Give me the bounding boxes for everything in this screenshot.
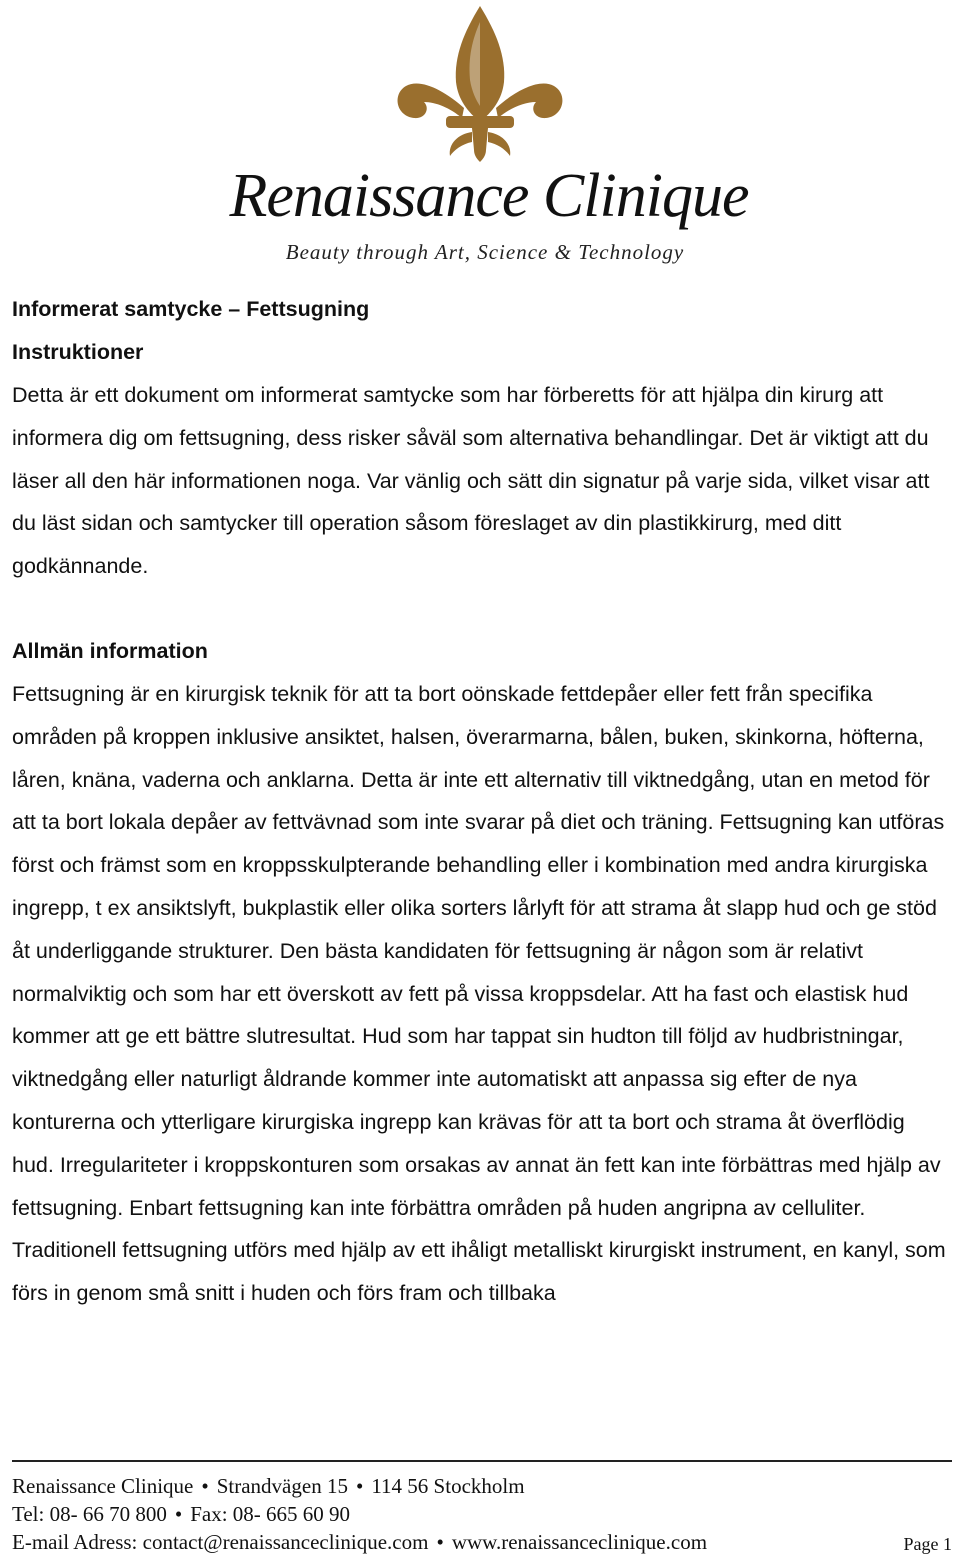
instructions-heading: Instruktioner (12, 340, 144, 364)
footer-contact-row (12, 1528, 952, 1556)
instructions-paragraph: Detta är ett dokument om informerat samtycke som har förberetts för att hjälpa din kirurg att informera dig om fettsugning, dess risker såväl som alternativa behandlingar. Det är viktigt att du läser all den här informationen noga. Var vänlig och sätt din signatur på varje sida, vilket visar att du läst sidan och samtycker till operation såsom föreslaget av din plastikkirurg, med ditt godkännande. (12, 383, 930, 579)
footer-tel: Tel: 08- 66 70 800 (12, 1502, 167, 1526)
footer-divider (12, 1460, 952, 1462)
general-info-heading: Allmän information (12, 638, 208, 663)
brand-name: Renaissance Clinique (229, 162, 749, 230)
bullet-icon: • (201, 1474, 209, 1498)
footer-fax: Fax: 08- 665 60 90 (190, 1502, 351, 1526)
footer-address-row (12, 1472, 952, 1500)
footer-street: Strandvägen 15 (216, 1474, 348, 1498)
fleur-de-lis-icon (392, 4, 568, 164)
document-body (12, 288, 947, 1315)
footer-clinic: Renaissance Clinique (12, 1474, 194, 1498)
bullet-icon: • (355, 1474, 364, 1498)
document-title: Informerat samtycke – Fettsugning (12, 297, 370, 321)
footer-postal: 114 56 Stockholm (371, 1474, 525, 1498)
footer-phone-row (12, 1500, 952, 1528)
footer (12, 1472, 952, 1556)
bullet-icon: • (174, 1502, 183, 1526)
letterhead (0, 0, 960, 280)
page-number: Page 1 (903, 1534, 952, 1554)
bullet-icon: • (436, 1530, 444, 1554)
section-spacer (12, 588, 947, 630)
footer-website[interactable]: www.renaissanceclinique.com (451, 1530, 708, 1554)
brand-tagline: Beauty through Art, Science & Technology (285, 240, 685, 264)
general-info-paragraph: Fettsugning är en kirurgisk teknik för att ta bort oönskade fettdepåer eller fett från specifika områden på kroppen inklusive ansiktet, halsen, överarmarna, bålen, buken, skinkorna, höfterna, låren, knäna, vaderna och anklarna. Detta är inte ett alternativ till viktnedgång, utan en metod för att ta bort lokala depåer av fettvävnad som inte svarar på diet och träning. Fettsugning kan utföras först och främst som en kroppsskulpterande behandling eller i kombination med andra kirurgiska ingrepp, t ex ansiktslyft, bukplastik eller olika sorters lårlyft för att strama åt slapp hud och ge stöd åt underliggande strukturer. Den bästa kandidaten för fettsugning är någon som är relativt normalviktig och som har ett överskott av fett på vissa kroppsdelar. Att ha fast och elastisk hud kommer att ge ett bättre slutresultat. Hud som har tappat sin hudton till följd av hudbristningar, viktnedgång eller naturligt åldrande kommer inte automatiskt att anpassa sig efter de nya konturerna och ytterligare kirurgiska ingrepp kan krävas för att ta bort och strama åt överflödig hud. Irregulariteter i kroppskonturen som orsakas av annat än fett kan inte förbättras med hjälp av fettsugning. Enbart fettsugning kan inte förbättra områden på huden angripna av celluliter. Traditionell fettsugning utförs med hjälp av ett ihåligt metalliskt kirurgiskt instrument, en kanyl, som förs in genom små snitt i huden och förs fram och tillbaka (12, 681, 946, 1306)
footer-email[interactable]: E-mail Adress: contact@renaissanceclinique.com (12, 1530, 429, 1554)
